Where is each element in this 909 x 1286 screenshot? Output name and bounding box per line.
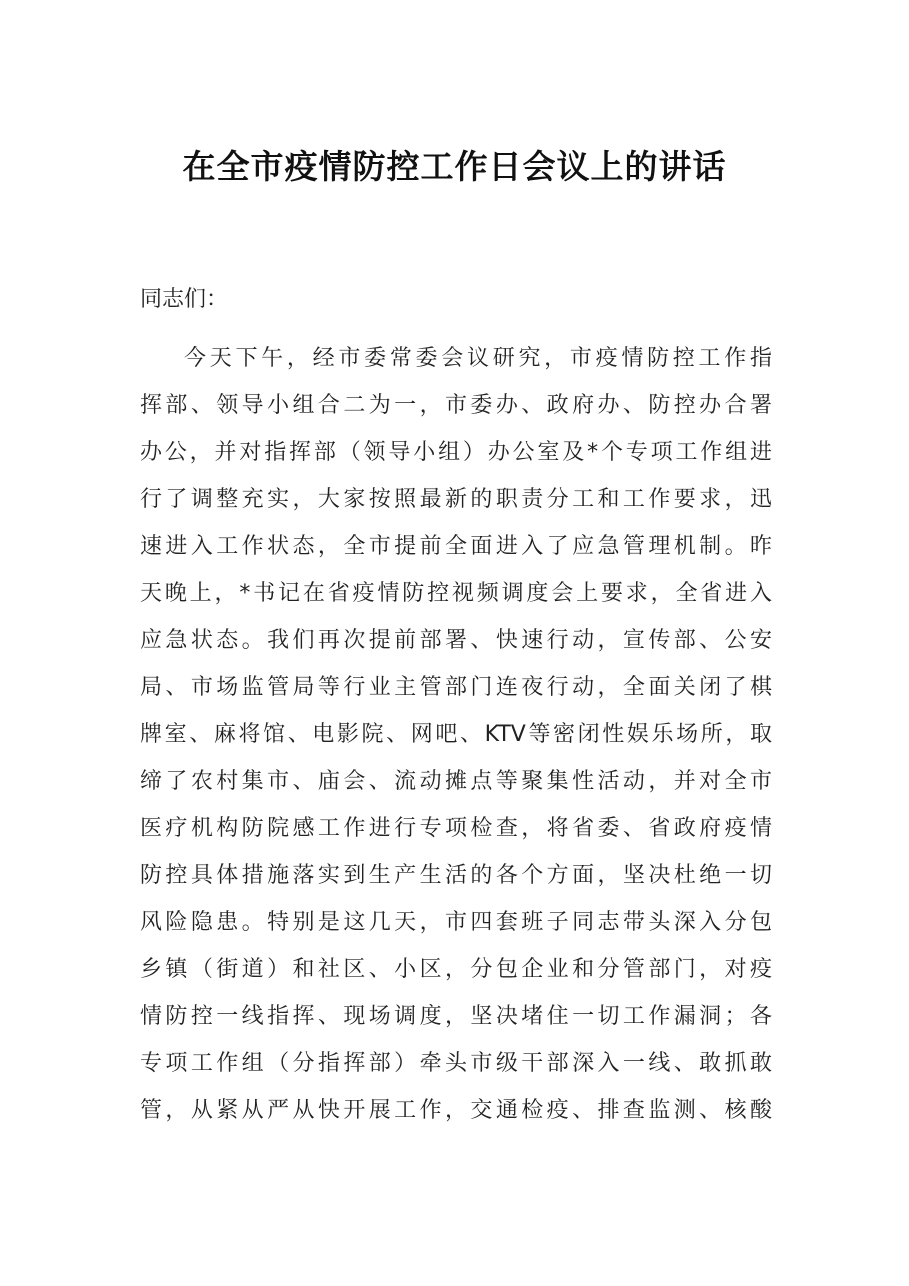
paragraph-line: 防控具体措施落实到生产生活的各个方面，坚决杜绝一切 xyxy=(140,863,772,888)
paragraph-line: 局、市场监管局等行业主管部门连夜行动，全面关闭了棋 xyxy=(140,675,772,700)
paragraph-line: 牌室、麻将馆、电影院、网吧、KTV等密闭性娱乐场所，取 xyxy=(140,722,772,747)
salutation: 同志们： xyxy=(140,287,229,312)
paragraph-line: 天晚上，*书记在省疫情防控视频调度会上要求，全省进入 xyxy=(140,581,772,606)
paragraph-line: 挥部、领导小组合二为一，市委办、政府办、防控办合署 xyxy=(140,393,772,418)
paragraph-line: 医疗机构防院感工作进行专项检查，将省委、省政府疫情 xyxy=(140,816,772,841)
paragraph-line: 缔了农村集市、庙会、流动摊点等聚集性活动，并对全市 xyxy=(140,769,772,794)
paragraph-line: 速进入工作状态，全市提前全面进入了应急管理机制。昨 xyxy=(140,534,772,559)
paragraph-line: 情防控一线指挥、现场调度，坚决堵住一切工作漏洞；各 xyxy=(140,1004,772,1029)
paragraph-line: 乡镇（街道）和社区、小区，分包企业和分管部门，对疫 xyxy=(140,957,772,982)
document-title: 在全市疫情防控工作日会议上的讲话 xyxy=(182,147,727,186)
paragraph-line: 管，从紧从严从快开展工作，交通检疫、排查监测、核酸 xyxy=(140,1098,772,1123)
body-paragraph xyxy=(140,335,772,1134)
paragraph-line: 应急状态。我们再次提前部署、快速行动，宣传部、公安 xyxy=(140,628,772,653)
paragraph-line: 今天下午，经市委常委会议研究，市疫情防控工作指 xyxy=(184,346,772,371)
paragraph-line: 办公，并对指挥部（领导小组）办公室及*个专项工作组进 xyxy=(140,440,772,465)
paragraph-line: 风险隐患。特别是这几天，市四套班子同志带头深入分包 xyxy=(140,910,772,935)
paragraph-line: 专项工作组（分指挥部）牵头市级干部深入一线、敢抓敢 xyxy=(140,1051,772,1076)
paragraph-line: 行了调整充实，大家按照最新的职责分工和工作要求，迅 xyxy=(140,487,772,512)
